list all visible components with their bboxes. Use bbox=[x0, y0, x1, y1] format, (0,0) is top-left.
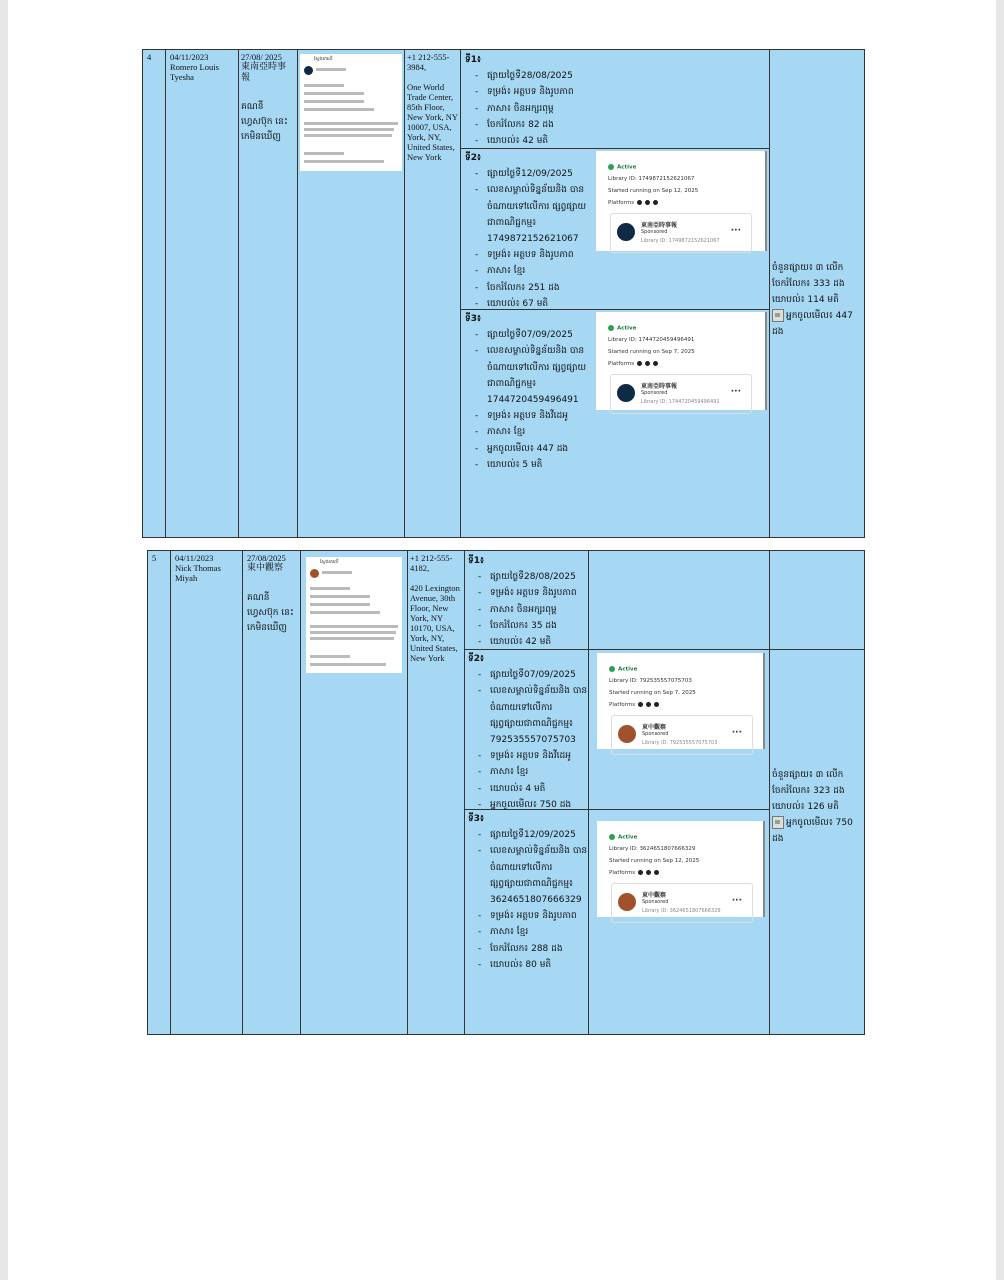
sponsored-card bbox=[611, 715, 753, 755]
summary-shares: ចែករំលែក៖ 333 ដង bbox=[772, 279, 845, 289]
messenger-icon bbox=[654, 702, 659, 707]
summary-block bbox=[772, 260, 862, 340]
ad-label: ទី1៖ bbox=[468, 556, 484, 566]
card-page-name: 東南亞時事報 bbox=[641, 222, 678, 229]
ad-line: - ទម្រង់៖ អត្ថបទ និងវីដេអូ bbox=[487, 408, 587, 424]
ad-line: - ចែករំលែក៖ 251 ដង bbox=[487, 280, 587, 296]
ad-line: - ភាសា៖ ចិនអក្សរពុម្ព bbox=[490, 602, 588, 618]
record-number: 5 bbox=[152, 553, 157, 563]
card-library-id: Library ID: 792535557075703 bbox=[642, 740, 718, 746]
ad-label: ទី2៖ bbox=[468, 654, 484, 664]
ad-library-screenshot bbox=[596, 312, 767, 410]
instagram-icon bbox=[645, 361, 650, 366]
col-page bbox=[239, 50, 298, 537]
ad-line: - ទម្រង់៖ អត្ថបទ និងរូបភាព bbox=[487, 247, 587, 263]
summary-posts: ចំនួនផ្សាយ៖ ៣ លើក bbox=[772, 770, 844, 780]
ad-line: - ផ្សាយថ្ងៃទី07/09/2025 bbox=[490, 667, 588, 683]
registration-date: 27/08/2025 bbox=[247, 553, 286, 563]
account-status: គណនី ហ្វេសប៊ុក នេះ កេមិនឃើញ bbox=[241, 102, 288, 142]
card-page-name: 東中觀察 bbox=[642, 892, 667, 899]
ad-block-1 bbox=[468, 553, 588, 650]
page-logo bbox=[618, 893, 636, 911]
ad-line: - យោបល់៖ 5 មតិ bbox=[487, 457, 587, 473]
ad-line: - ទម្រង់៖ អត្ថបទ និងរូបភាព bbox=[490, 585, 588, 601]
active-dot-icon bbox=[609, 666, 615, 672]
account-status: គណនី ហ្វេសប៊ុក នេះ កេមិនឃើញ bbox=[247, 593, 294, 633]
ad-line: - ផ្សាយថ្ងៃទី12/09/2025 bbox=[490, 827, 588, 843]
col-page bbox=[243, 551, 301, 1034]
broken-image-icon bbox=[772, 309, 784, 322]
card-library-id: Library ID: 1744720459496491 bbox=[641, 399, 720, 405]
ad-line: - ភាសា៖ ខ្មែរ bbox=[487, 424, 587, 440]
ad-line: - ទម្រង់៖ អត្ថបទ និងរូបភាព bbox=[490, 908, 588, 924]
sponsored-label: Sponsored bbox=[641, 390, 668, 396]
col-contact bbox=[405, 50, 461, 537]
ad-line: - ចែករំលែក៖ 35 ដង bbox=[490, 618, 588, 634]
thumbnail-title: ស្វែងរកលើ bbox=[320, 560, 339, 565]
status-active: Active bbox=[608, 325, 636, 332]
ad-line: - ផ្សាយថ្ងៃទី28/08/2025 bbox=[487, 68, 587, 84]
platforms: Platforms bbox=[609, 870, 659, 876]
summary-block bbox=[772, 767, 862, 847]
summary-posts: ចំនួនផ្សាយ៖ ៣ លើក bbox=[772, 263, 844, 273]
ad-line: - ទម្រង់៖ អត្ថបទ និងវីដេអូ bbox=[490, 748, 588, 764]
ad-line: - លេខសម្គាល់ទិន្នន័យនិង បានចំណាយទៅលើការ ផ្សព្វផ្សាយជាពាណិជ្ជកម្ម៖ 1744720459496491 bbox=[487, 343, 587, 408]
instagram-icon bbox=[646, 870, 651, 875]
platforms: Platforms bbox=[608, 200, 658, 206]
address: One World Trade Center, 85th Floor, New York, NY 10007, USA, York, NY, United States, New York bbox=[407, 82, 458, 162]
col-contact bbox=[408, 551, 465, 1034]
col-screenshot bbox=[298, 50, 405, 537]
ad-line: - អ្នកចូលមើល៖ 750 ដង bbox=[490, 797, 588, 813]
library-id: Library ID: 1749872152621067 bbox=[608, 176, 695, 182]
library-id: Library ID: 1744720459496491 bbox=[608, 337, 695, 343]
library-id: Library ID: 792535557075703 bbox=[609, 678, 692, 684]
col-ad-screens bbox=[589, 551, 770, 1034]
record-number: 4 bbox=[147, 52, 152, 62]
sponsored-card bbox=[611, 883, 753, 923]
sponsored-label: Sponsored bbox=[641, 229, 668, 235]
sponsored-label: Sponsored bbox=[642, 731, 669, 737]
phone-number: +1 212-555-4182, bbox=[410, 553, 453, 573]
ad-line: - យោបល់៖ 42 មតិ bbox=[487, 133, 587, 149]
col-summary bbox=[770, 551, 864, 1034]
page-logo bbox=[617, 223, 635, 241]
active-dot-icon bbox=[608, 164, 614, 170]
broken-image-icon bbox=[772, 816, 784, 829]
ad-line: - យោបល់៖ 80 មតិ bbox=[490, 957, 588, 973]
record-person-name: Nick Thomas Miyah bbox=[175, 563, 221, 583]
profile-screenshot-thumbnail bbox=[300, 54, 402, 171]
ad-line: - ភាសា៖ ចិនអក្សរពុម្ព bbox=[487, 101, 587, 117]
ad-library-screenshot bbox=[596, 151, 767, 251]
ad-line: - ចែករំលែក៖ 288 ដង bbox=[490, 941, 588, 957]
summary-views: អ្នកចូលមើល៖ 447 ដង bbox=[772, 311, 853, 337]
col-ad-screens bbox=[587, 50, 770, 537]
ad-label: ទី3៖ bbox=[468, 814, 484, 824]
col-name bbox=[171, 551, 243, 1034]
status-active: Active bbox=[609, 834, 637, 841]
ad-block-2 bbox=[465, 150, 587, 312]
record-person-name: Romero Louis Tyesha bbox=[170, 62, 219, 82]
more-options-icon: ··· bbox=[730, 387, 741, 397]
instagram-icon bbox=[645, 200, 650, 205]
ad-line: - ផ្សាយថ្ងៃទី28/08/2025 bbox=[490, 569, 588, 585]
card-library-id: Library ID: 3624651807666329 bbox=[642, 908, 721, 914]
card-page-name: 東中觀察 bbox=[642, 724, 667, 731]
sponsored-label: Sponsored bbox=[642, 899, 669, 905]
platforms: Platforms bbox=[609, 702, 659, 708]
facebook-icon bbox=[637, 200, 642, 205]
sponsored-card bbox=[610, 374, 752, 414]
ad-line: - ផ្សាយថ្ងៃទី07/09/2025 bbox=[487, 327, 587, 343]
more-options-icon: ··· bbox=[731, 896, 742, 906]
ad-block-1 bbox=[465, 52, 587, 149]
ad-line: - លេខសម្គាល់ទិន្នន័យនិង បានចំណាយទៅលើការ ផ្សព្វផ្សាយជាពាណិជ្ជកម្ម៖ 1749872152621067 bbox=[487, 182, 587, 247]
phone-number: +1 212-555-3984, bbox=[407, 52, 450, 72]
record-date: 04/11/2023 bbox=[175, 553, 214, 563]
ad-line: - ភាសា៖ ខ្មែរ bbox=[490, 764, 588, 780]
ad-library-screenshot bbox=[597, 653, 765, 749]
status-active: Active bbox=[608, 164, 636, 171]
status-active: Active bbox=[609, 666, 637, 673]
ad-label: ទី3៖ bbox=[465, 314, 481, 324]
more-options-icon: ··· bbox=[731, 728, 742, 738]
more-options-icon: ··· bbox=[730, 226, 741, 236]
ad-line: - យោបល់៖ 4 មតិ bbox=[490, 781, 588, 797]
active-dot-icon bbox=[609, 834, 615, 840]
record-date: 04/11/2023 bbox=[170, 52, 209, 62]
card-library-id: Library ID: 1749872152621067 bbox=[641, 238, 720, 244]
col-number bbox=[148, 551, 171, 1034]
ad-line: - ភាសា៖ ខ្មែរ bbox=[490, 924, 588, 940]
record-table-row-4 bbox=[142, 49, 865, 538]
registration-date: 27/08/ 2025 bbox=[241, 52, 282, 62]
avatar bbox=[310, 569, 319, 578]
started-running: Started running on Sep 7, 2025 bbox=[608, 349, 695, 355]
started-running: Started running on Sep 7, 2025 bbox=[609, 690, 696, 696]
address: 420 Lexington Avenue, 30th Floor, New York, NY 10170, USA, York, NY, United States, New York bbox=[410, 583, 460, 663]
active-dot-icon bbox=[608, 325, 614, 331]
col-summary bbox=[770, 50, 864, 537]
summary-comments: យោបល់៖ 126 មតិ bbox=[772, 802, 839, 812]
thumbnail-title: ស្វែងរកលើ bbox=[314, 57, 333, 62]
facebook-icon bbox=[637, 361, 642, 366]
summary-comments: យោបល់៖ 114 មតិ bbox=[772, 295, 839, 305]
messenger-icon bbox=[654, 870, 659, 875]
facebook-icon bbox=[638, 870, 643, 875]
summary-views: អ្នកចូលមើល៖ 750 ដង bbox=[772, 818, 853, 844]
page-name: 東南亞時事報 bbox=[241, 62, 287, 83]
sponsored-card bbox=[610, 213, 752, 253]
ad-line: - យោបល់៖ 42 មតិ bbox=[490, 634, 588, 650]
record-table-row-5 bbox=[147, 550, 865, 1035]
summary-shares: ចែករំលែក៖ 323 ដង bbox=[772, 786, 845, 796]
page-name: 東中觀察 bbox=[247, 563, 284, 573]
ad-line: - ចែករំលែក៖ 82 ដង bbox=[487, 117, 587, 133]
ad-block-3 bbox=[465, 311, 587, 473]
messenger-icon bbox=[653, 200, 658, 205]
ad-line: - ភាសា៖ ខ្មែរ bbox=[487, 263, 587, 279]
ad-line: - យោបល់៖ 67 មតិ bbox=[487, 296, 587, 312]
avatar bbox=[304, 66, 313, 75]
instagram-icon bbox=[646, 702, 651, 707]
ad-line: - ផ្សាយថ្ងៃទី12/09/2025 bbox=[487, 166, 587, 182]
ad-line: - លេខសម្គាល់ទិន្នន័យនិង បានចំណាយទៅលើការ ផ្សព្វផ្សាយជាពាណិជ្ជកម្ម៖ 792535557075703 bbox=[490, 683, 588, 748]
page-logo bbox=[618, 725, 636, 743]
platforms: Platforms bbox=[608, 361, 658, 367]
facebook-icon bbox=[638, 702, 643, 707]
started-running: Started running on Sep 12, 2025 bbox=[608, 188, 699, 194]
library-id: Library ID: 3624651807666329 bbox=[609, 846, 696, 852]
col-name bbox=[166, 50, 239, 537]
ad-line: - ទម្រង់៖ អត្ថបទ និងរូបភាព bbox=[487, 84, 587, 100]
ad-line: - អ្នកចូលមើល៖ 447 ដង bbox=[487, 441, 587, 457]
ad-label: ទី1៖ bbox=[465, 55, 481, 65]
messenger-icon bbox=[653, 361, 658, 366]
started-running: Started running on Sep 12, 2025 bbox=[609, 858, 700, 864]
ad-line: - លេខសម្គាល់ទិន្នន័យនិង បានចំណាយទៅលើការ ផ្សព្វផ្សាយជាពាណិជ្ជកម្ម៖ 3624651807666329 bbox=[490, 843, 588, 908]
col-screenshot bbox=[301, 551, 408, 1034]
ad-block-2 bbox=[468, 651, 588, 813]
card-page-name: 東南亞時事報 bbox=[641, 383, 678, 390]
col-number bbox=[143, 50, 166, 537]
ad-label: ទី2៖ bbox=[465, 153, 481, 163]
ad-library-screenshot bbox=[597, 821, 765, 917]
profile-screenshot-thumbnail bbox=[306, 557, 402, 673]
ad-block-3 bbox=[468, 811, 588, 973]
page-logo bbox=[617, 384, 635, 402]
